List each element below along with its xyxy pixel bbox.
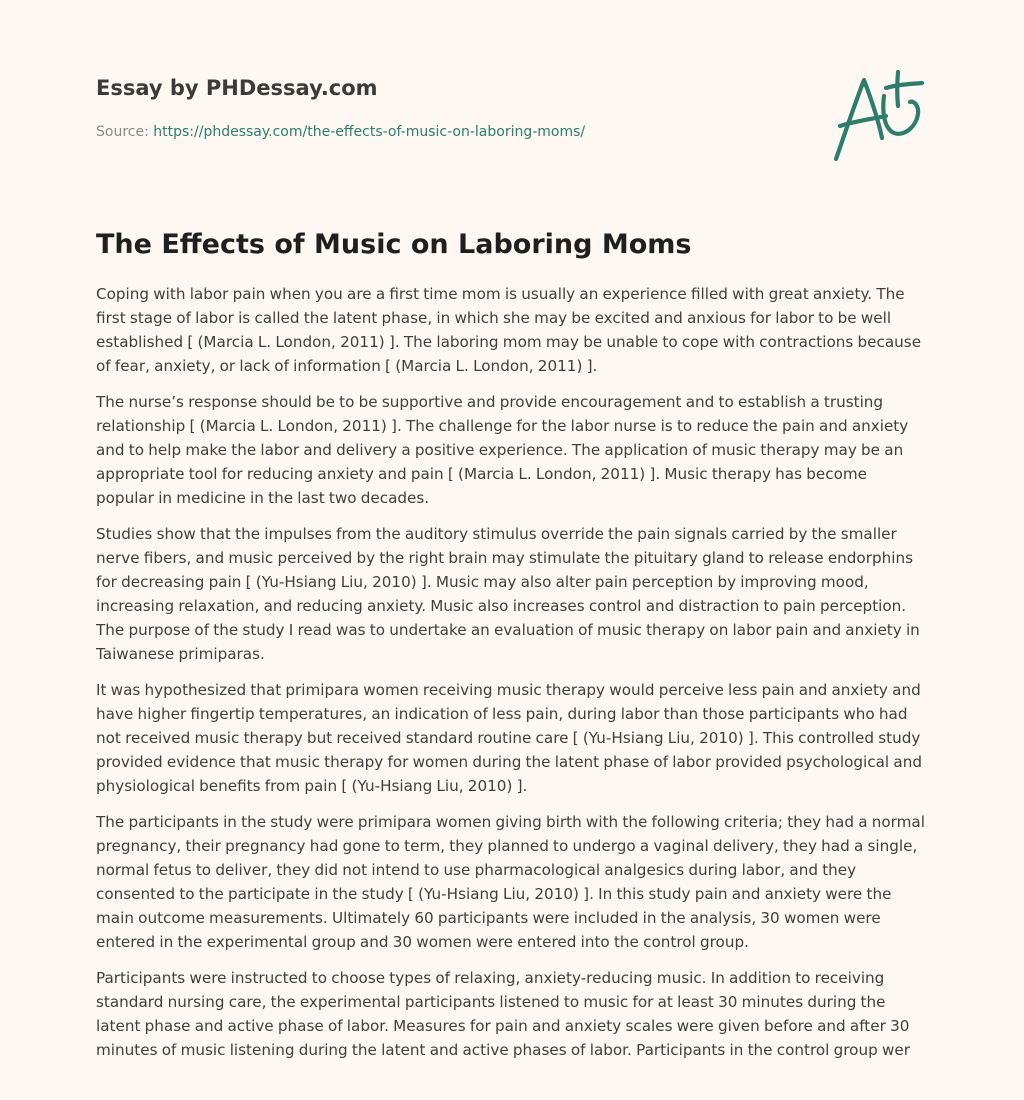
essay-paragraph: The nurse’s response should be to be supportive and provide encouragement and to establish a trusting relationship [ (Marcia L. London, 2011) ]. The challenge for the labor nurse is to reduce the pain and anxiety and to help make the labor and delivery a positive experience. The application of music therapy may be an appropriate tool for reducing anxiety and pain [ (Marcia L. London, 2011) ]. Music therapy has become popular in medicine in the last two decades.	[96, 393, 909, 507]
a-plus-logo-icon	[826, 66, 930, 166]
source-link[interactable]: https://phdessay.com/the-effects-of-music-on-laboring-moms/	[153, 124, 586, 140]
source-label: Source:	[96, 124, 149, 140]
essay-paragraph: Coping with labor pain when you are a first time mom is usually an experience filled with great anxiety. The first stage of labor is called the latent phase, in which she may be excited and anxious for labor to be well established [ (Marcia L. London, 2011) ]. The laboring mom may be unable to cope with contractions because of fear, anxiety, or lack of information [ (Marcia L. London, 2011) ].	[96, 285, 922, 375]
essay-paragraph: Participants were instructed to choose types of relaxing, anxiety-reducing music. In addition to receiving standard nursing care, the experimental participants listened to music for at least 30 minutes during the latent phase and active phase of labor. Measures for pain and anxiety scales were given before and after 30 minutes of music listening during the latent and active phases of labor. Participants in the control group wer	[96, 969, 910, 1059]
essay-title: The Effects of Music on Laboring Moms	[96, 229, 692, 260]
essay-paragraph: Studies show that the impulses from the auditory stimulus override the pain signals carried by the smaller nerve fibers, and music perceived by the right brain may stimulate the pituitary gland to release endorphins for decreasing pain [ (Yu-Hsiang Liu, 2010) ]. Music may also alter pain perception by improving mood, increasing relaxation, and reducing anxiety. Music also increases control and distraction to pain perception. The purpose of the study I read was to undertake an evaluation of music therapy on labor pain and anxiety in Taiwanese primiparas.	[96, 525, 920, 663]
a-plus-logo-svg	[826, 66, 930, 166]
essay-paragraph: It was hypothesized that primipara women receiving music therapy would perceive less pain and anxiety and have higher fingertip temperatures, an indication of less pain, during labor than those participants who had not received music therapy but received standard routine care [ (Yu-Hsiang Liu, 2010) ]. This controlled study provided evidence that music therapy for women during the latent phase of labor provided psychological and physiological benefits from pain [ (Yu-Hsiang Liu, 2010) ].	[96, 681, 922, 795]
site-title: Essay by PHDessay.com	[96, 76, 378, 100]
essay-paragraph: The participants in the study were primipara women giving birth with the following criteria; they had a normal pregnancy, their pregnancy had gone to term, they planned to undergo a vaginal delivery, they had a single, normal fetus to deliver, they did not intend to use pharmacological analgesics during labor, and they consented to the participate in the study [ (Yu-Hsiang Liu, 2010) ]. In this study pain and anxiety were the main outcome measurements. Ultimately 60 participants were included in the analysis, 30 women were entered in the experimental group and 30 women were entered into the control group.	[96, 813, 925, 951]
source-line	[96, 124, 585, 140]
page-header	[96, 0, 928, 190]
essay-body	[96, 282, 928, 1062]
